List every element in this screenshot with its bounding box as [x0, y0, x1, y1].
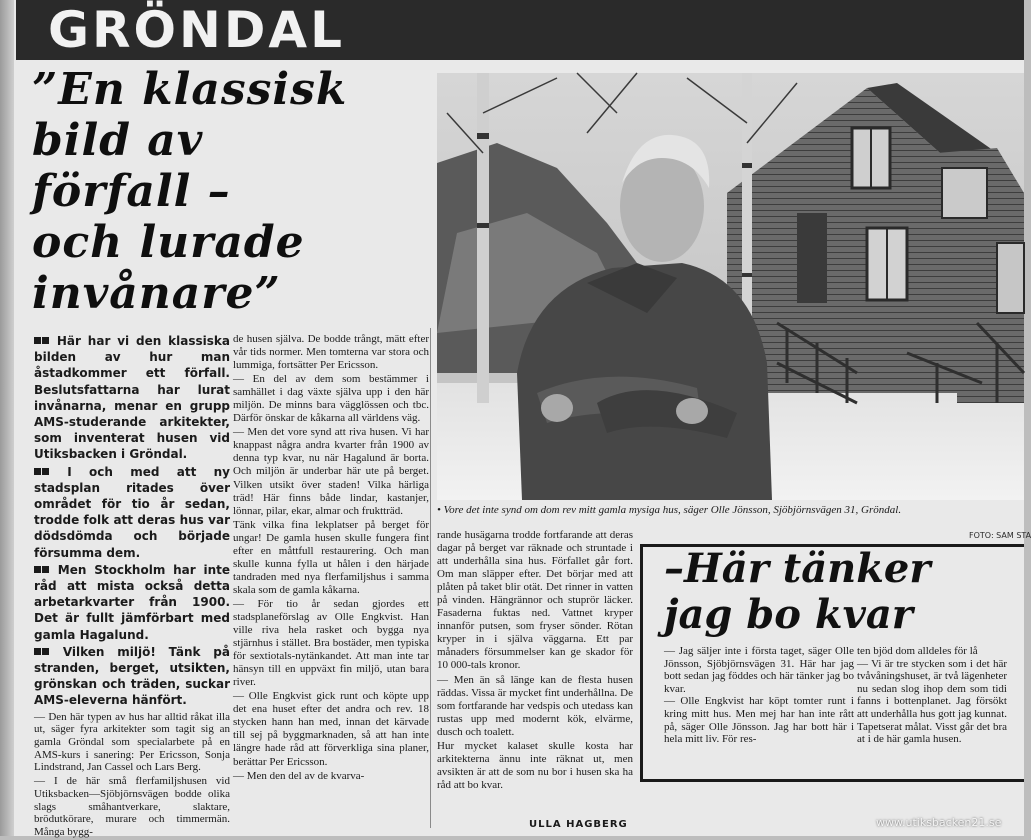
- article-column-2: [233, 333, 429, 784]
- story-paragraph: — Olle Engkvist har köpt tomter runt i kring mitt hus. Men mej har han inte rått på, säger Olle Jönsson. Jag har bott här i hela mitt liv. För res-: [664, 695, 854, 746]
- main-headline: [32, 64, 434, 319]
- body-paragraph: rande husägarna trodde fortfarande att deras dagar på berget var räknade och struntade i att underhålla sina hus. Förfallet går fort. Om man släpper efter. Det börjar med att plåten på taket blir otät. Det rinner in vatten på vinden. Hängrännor och stuprör läcker. Fasaderna fuktas ned. Vattnet kryper innanför putsen, som fryser sönder. Rötan kryper in i själva väggarna. Ett par månaders försummelser kan ge skador för 10 000-tals kronor.: [437, 529, 633, 672]
- body-paragraph: — Men än så länge kan de flesta husen räddas. Vissa är mycket fint underhållna. De som fortfarande har vedspis och utedass kan rustas upp med modernt kök, elvärme, dusch och toalett.: [437, 673, 633, 738]
- photo-credit: FOTO: SAM STA: [969, 531, 1031, 540]
- article-byline: ULLA HAGBERG: [529, 819, 628, 830]
- lead-paragraph: Men Stockholm har inte råd att mista också detta arbetarkvarter från 1900. Det är fullt jämförbart med gamla Hagalund.: [34, 562, 230, 642]
- headline-line: ”En klassisk: [32, 64, 348, 115]
- body-paragraph: — I de här små flerfamiljshusen vid Utiksbacken—Sjöbjörnsvägen bodde olika slags småhantverkare, slaktare, brödutkörare, murare och timmermän. Många bygg-: [34, 775, 230, 838]
- lead-text: [34, 333, 230, 709]
- section-banner: [16, 0, 1024, 60]
- body-paragraph: — Men den del av de kvarva-: [233, 769, 365, 782]
- article-column-3: [437, 529, 633, 793]
- story-headline: [664, 546, 1024, 638]
- headline-line: bild av: [32, 115, 204, 166]
- story-paragraph: ten bjöd dom alldeles för lå: [857, 645, 978, 657]
- lead-paragraph: I och med att ny stadsplan ritades över området för tio år sedan, trodde folk att deras hus var dödsdömda och började försumma dem.: [34, 464, 230, 560]
- headline-line: invånare”: [32, 268, 281, 319]
- page-edge: [0, 0, 14, 836]
- news-photo: [437, 73, 1024, 500]
- story-paragraph: — Jag säljer inte i första taget, säger Olle Jönsson, Sjöbjörnsvägen 31. Här har jag bott sedan jag föddes och här tänker jag bo kvar.: [664, 645, 854, 695]
- column-rule: [430, 328, 431, 828]
- story-headline-line: –Här tänker: [664, 545, 931, 592]
- lead-paragraph: Här har vi den klassiska bilden av hur man åstadkommer ett förfall. Beslutsfattarna har lurat invånarna, menar en grupp AMS-studerande arkitekter, som inventerat husen vid Utiksbacken i Gröndal.: [34, 334, 230, 462]
- body-paragraph: — Den här typen av hus har alltid råkat illa ut, säger fyra arkitekter som tagit sig an gamla Gröndal som specialarbete på en AMS-kurs i sanering: Per Ericsson, Sonja Lindstrand, Jan Cassel och Lars Berg.: [34, 710, 230, 774]
- photo-caption: • Vore det inte synd om dom rev mitt gamla mysiga hus, säger Olle Jönsson, Sjöbjörnsvägen 31, Gröndal.: [437, 504, 902, 516]
- story-paragraph: — Vi är tre stycken som i det här tvåvåningshuset, är två lägenheter nu sedan slog ihop dem som tidi fanns i bottenplanet. Jag försökt att underhålla hus gott jag kunnat. Tapetserat målat. Visst går det bra at i de här gamla husen.: [857, 657, 1007, 746]
- lead-paragraph: Vilken miljö! Tänk på stranden, berget, utsikten, grönskan och träden, suckar AMS-eleverna hänfört.: [34, 644, 230, 708]
- body-paragraph: — En del av dem som bestämmer i samhället i dag växte själva upp i den här miljön. De minns bara vägglössen och tbc. Därför önskar de kåkarna all världens väg.: [233, 373, 429, 425]
- body-paragraph: Tänk vilka fina lekplatser på berget för ungar! De gamla husen skulle fungera fint efter en måttfull restaurering. Och man skulle kunna fylla ut hålen i den härjade tandraden med nya flerfamiljshus i samma skala som de gamla kåkarna.: [233, 518, 429, 596]
- body-text: [34, 711, 230, 839]
- story-column-1: [664, 645, 854, 746]
- body-paragraph: — Olle Engkvist gick runt och köpte upp det ena huset efter det andra och rev. 18 stycken hann han med, innan det kärvade till sej på byggmarknaden, så att han inte längre hade råd att förverkliga sina planer, berättar Per Ericsson.: [233, 690, 429, 768]
- headline-line: och lurade: [32, 217, 305, 268]
- story-column-2: [857, 645, 1007, 746]
- body-paragraph: — För tio år sedan gjordes ett stadsplaneförslag av Olle Engkvist. Han ville riva hela rasket och bygga nya stjärnhus i stället. Bra bostäder, men typiska för sextiotals-nytänkandet. Att man inte tar hänsyn till en uppväxt fin miljö, utan bara river.: [233, 597, 429, 689]
- body-paragraph: Hur mycket kalaset skulle kosta har arkitekterna ännu inte räknat ut, men avsikten är att de som nu bor i husen ska ha råd att bo kvar.: [437, 739, 633, 791]
- story-headline-line: jag bo kvar: [664, 591, 913, 638]
- body-paragraph: de husen själva. De bodde trångt, mätt efter vår tids normer. Men tomterna var stora och lummiga, fortsätter Per Ericsson.: [233, 333, 429, 372]
- headline-line: förfall –: [32, 166, 231, 217]
- photo-illustration: [437, 73, 1024, 500]
- site-watermark: www.utiksbacken21.se: [876, 816, 1002, 829]
- body-paragraph: — Men det vore synd att riva husen. Vi har knappast några andra kvarter från 1900 av denna typ kvar, nu när Hagalund är borta. Och miljön är underbar här ute på berget. Vilken utsikt över staden! Vilka härliga träd! Här finns både lindar, kastanjer, lönnar, pilar, ekar, almar och fruktträd.: [233, 426, 429, 517]
- article-column-1: [34, 333, 230, 840]
- section-title: GRÖNDAL: [48, 1, 345, 59]
